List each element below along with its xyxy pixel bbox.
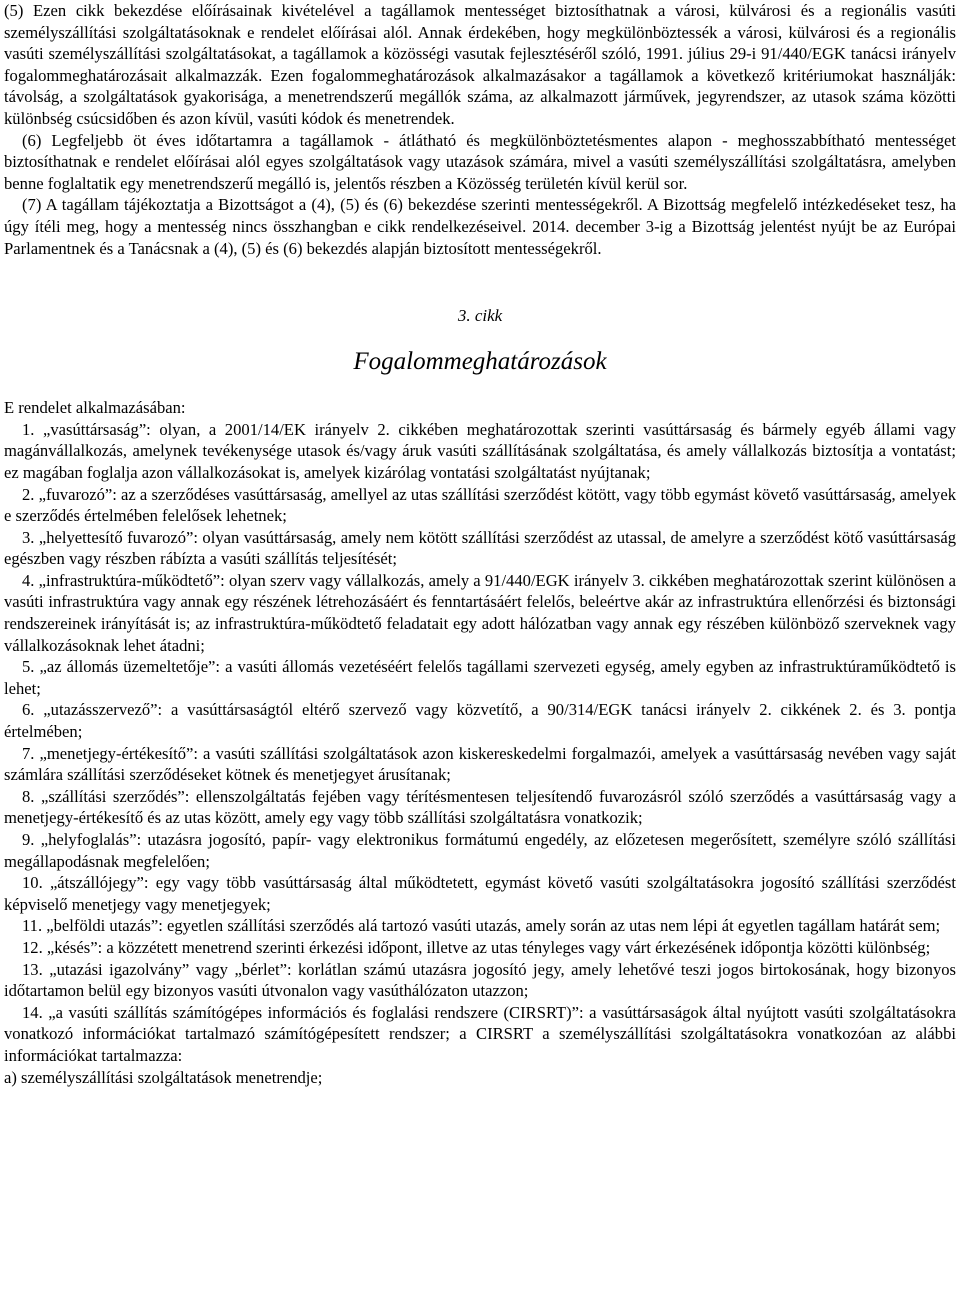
definition-item: 5. „az állomás üzemeltetője”: a vasúti állomás vezetéséért felelős tagállami szervezeti egység, amely egyben az infrastruktúraműködtető is lehet; xyxy=(4,657,956,698)
article-number: 3. cikk xyxy=(457,306,503,326)
paragraph-6: (6) Legfeljebb öt éves időtartamra a tagállamok - átlátható és megkülönböztetésmentes alapon - meghosszabbítható mentességet biztosíthatnak e rendelet előírásai alól egyes szolgáltatások vagy utazások számára, mivel a vasúti személyszállítási szolgáltatásra, amelyben benne foglaltatik egy menetrendszerű megálló is, jelentős részben a Közösség területén kívül kerül sor. xyxy=(4,130,956,193)
definition-item: 2. „fuvarozó”: az a szerződéses vasúttársaság, amellyel az utas szállítási szerződést kötött, vagy több egymást követő vasúttársaság, amelyek e szerződés értelmében felelősek lehetnek; xyxy=(4,484,956,526)
definition-item: 10. „átszállójegy”: egy vagy több vasúttársaság által működtetett, egymást követő vasúti szolgáltatásokra jogosító szállítási szerződést képviselő menetjegy vagy menetjegyek; xyxy=(4,873,956,914)
top-paragraphs xyxy=(4,0,956,259)
definitions-intro: E rendelet alkalmazásában: xyxy=(4,398,186,418)
definition-item: 9. „helyfoglalás”: utazásra jogosító, papír- vagy elektronikus formátumú engedély, az előzetesen megerősített, személyre szóló szállítási megállapodásnak megfelelően; xyxy=(4,830,956,871)
paragraph-7: (7) A tagállam tájékoztatja a Bizottságot a (4), (5) és (6) bekezdése szerinti mentességekről. A Bizottság megfelelő intézkedéseket tesz, ha úgy ítéli meg, hogy a mentesség nincs összhangban e cikk rendelkezéseivel. 2014. december 3-ig a Bizottság jelentést nyújt be az Európai Parlamentnek és a Tanácsnak a (4), (5) és (6) bekezdés alapján biztosított mentességekről. xyxy=(4,195,956,258)
definitions-list xyxy=(4,419,956,1088)
definition-item: 11. „belföldi utazás”: egyetlen szállítási szerződés alá tartozó vasúti utazás, amely során az utas nem lépi át egyetlen tagállam határát sem; xyxy=(22,916,941,936)
paragraph-5: (5) Ezen cikk bekezdése előírásainak kivételével a tagállamok mentességet biztosíthatnak a városi, külvárosi és a regionális vasúti személyszállítási szolgáltatásoknak e rendelet előírásai alól. Annak érdekében, hogy megkülönböztessék a városi, külvárosi és a regionális vasúti személyszállítási szolgáltatásokat, a tagállamok a közösségi vasutak fejlesztéséről szóló, 1991. július 29-i 91/440/EGK tanácsi irányelv fogalommeghatározásait alkalmazzák. Ezen fogalommeghatározások alkalmazásakor a tagállamok a következő kritériumokat használják: távolság, a szolgáltatások gyakorisága, a menetrendszerű megállók száma, az alkalmazott járművek, jegyrendszer, az utasok száma közötti különbség csúcsidőben és azon kívül, vasúti kódok és menetrendek. xyxy=(4,1,956,128)
definition-item: 6. „utazásszervező”: a vasúttársaságtól eltérő szervező vagy közvetítő, a 90/314/EGK tanácsi irányelv 2. cikkének 2. és 3. pontja értelmében; xyxy=(4,700,956,742)
definition-item: 3. „helyettesítő fuvarozó”: olyan vasúttársaság, amely nem kötött szállítási szerződést az utassal, de amelyre a szerződést kötő vasúttársaság egészben vagy részben rábízta a vasúti szállítás teljesítését; xyxy=(4,527,956,569)
definition-item: 7. „menetjegy-értékesítő”: a vasúti szállítási szolgáltatások azon kiskereskedelmi forgalmazói, amelyek a vasúttársaság nevében vagy saját számlára szállítási szerződéseket kötnek és menetjegyet árusítanak; xyxy=(4,743,956,785)
definition-item: 13. „utazási igazolvány” vagy „bérlet”: korlátlan számú utazásra jogosító jegy, amely lehetővé teszi jogos birtokosának, hogy bizonyos időtartamon belül egy bizonyos vasúti útvonalon vagy vasúthálózaton utazzon; xyxy=(4,959,956,1001)
definition-item: 12. „késés”: a közzétett menetrend szerinti érkezési időpont, illetve az utas tényleges vagy várt érkezésének időpontja közötti különbség; xyxy=(22,937,931,957)
definition-item: 4. „infrastruktúra-működtető”: olyan szerv vagy vállalkozás, amely a 91/440/EGK irányelv 3. cikkében meghatározottak szerint különösen a vasúti infrastruktúra vagy annak egy részének létrehozásáért és fenntartásáért felelős, beleértve akár az infrastruktúra ellenőrzési és biztonsági rendszereinek irányítását is; az infrastruktúra-működtető feladatait egy adott hálózatban vagy annak egy részében különböző szerveknek vagy vállalkozásoknak lehet átadni; xyxy=(4,570,956,655)
definition-item: 14. „a vasúti szállítás számítógépes információs és foglalási rendszere (CIRSRT)”: a vasúttársaságok által nyújtott vasúti szolgáltatásokra vonatkozó információkat tartalmazó számítógépesített rendszer; a CIRSRT a személyszállítási szolgáltatásokra vonatkozóan az alábbi információkat tartalmazza: xyxy=(4,1002,956,1065)
definition-item: 1. „vasúttársaság”: olyan, a 2001/14/EK irányelv 2. cikkében meghatározottak szerinti vasúttársaság és bármely egyéb állami vagy magánvállalkozás, amelynek tevékenysége utasok és/vagy áruk vasúti szállításának szolgáltatása, és amely vállalkozás biztosítja a vontatást; ez magában foglalja azon vállalkozásokat is, amelyek kizárólag vontatási szolgáltatást nyújtanak; xyxy=(4,419,956,482)
definition-item: 8. „szállítási szerződés”: ellenszolgáltatás fejében vagy térítésmentesen teljesítendő fuvarozásról szóló szerződés a vasúttársaság vagy a menetjegy-értékesítő és az utas között, amely egy vagy több szállítási szolgáltatásra vonatkozik; xyxy=(4,786,956,828)
definition-subitem: a) személyszállítási szolgáltatások menetrendje; xyxy=(4,1067,323,1087)
document-page xyxy=(4,0,956,1088)
article-title: Fogalommeghatározások xyxy=(353,348,607,376)
